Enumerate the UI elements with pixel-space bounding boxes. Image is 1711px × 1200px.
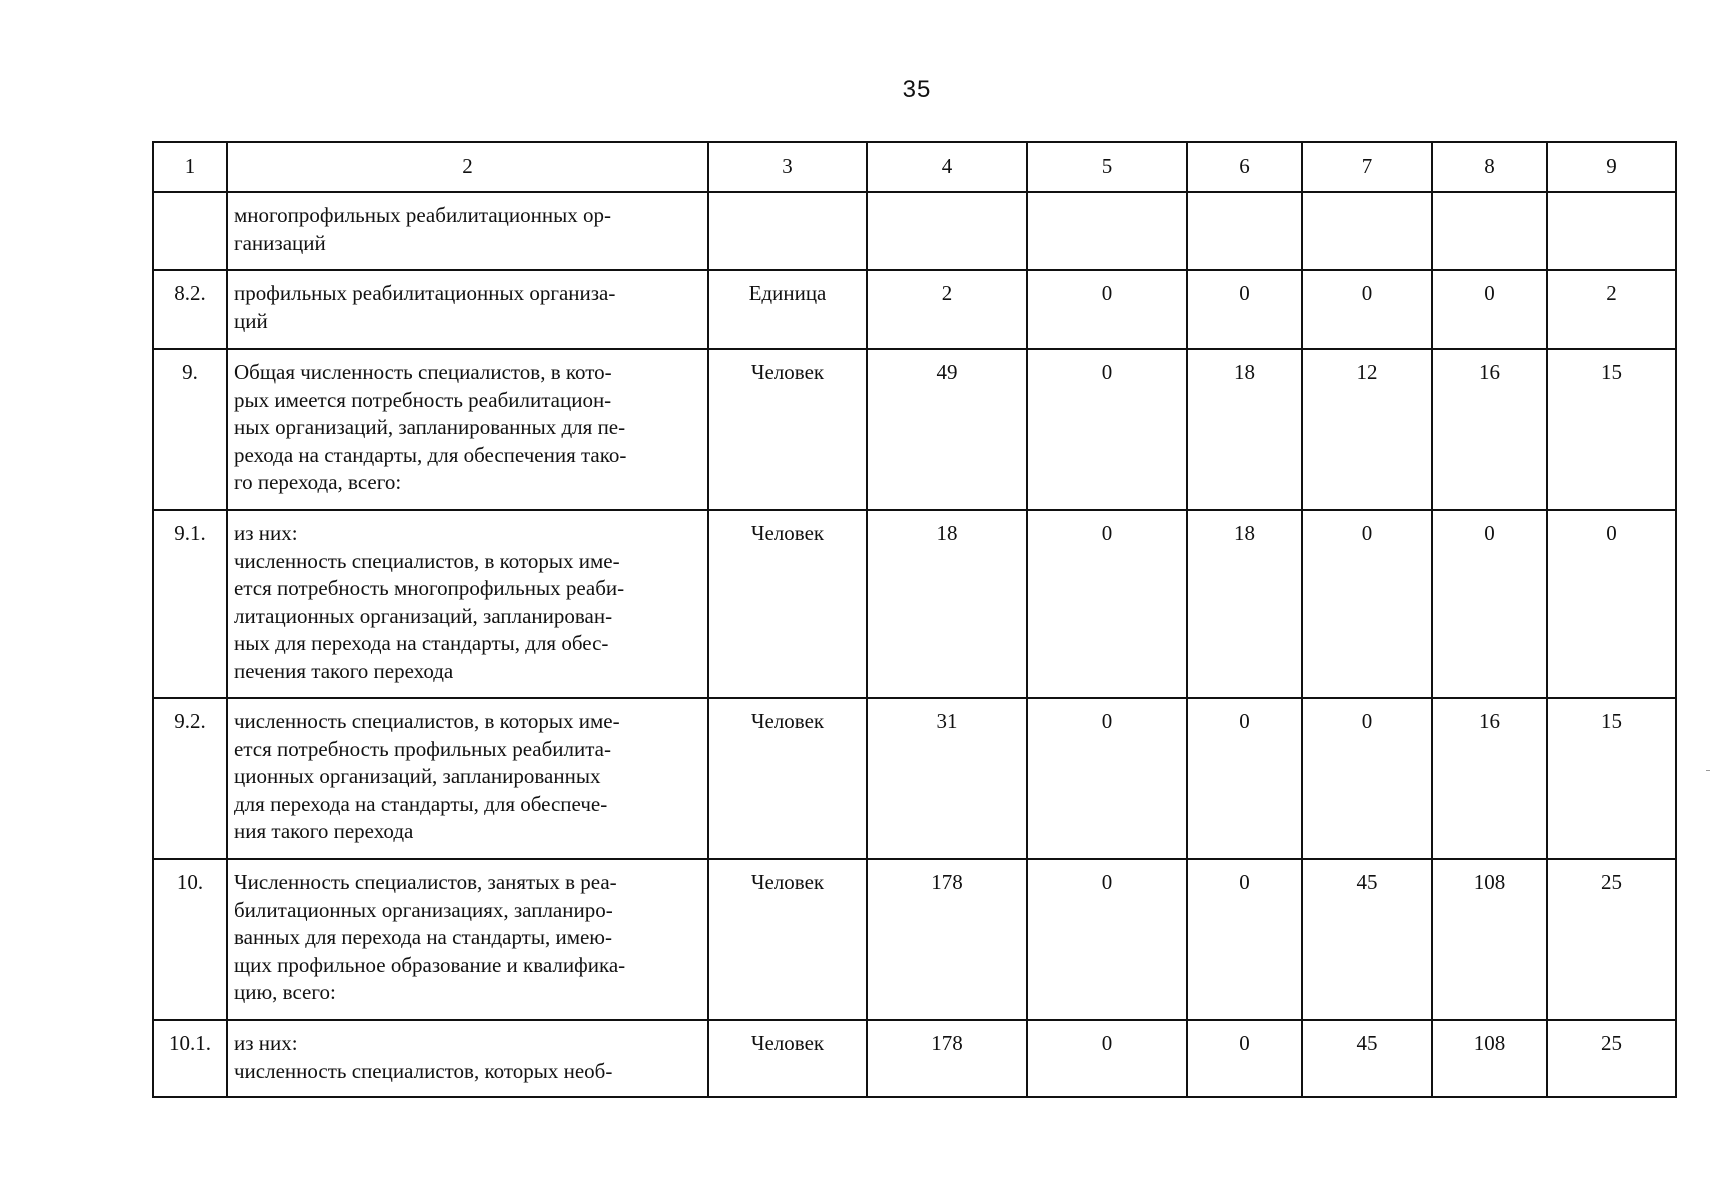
value-cell: 45 bbox=[1302, 859, 1432, 1020]
column-header: 1 bbox=[153, 142, 227, 192]
value-cell: 0 bbox=[1302, 270, 1432, 349]
value-cell: 0 bbox=[1432, 270, 1547, 349]
column-header: 7 bbox=[1302, 142, 1432, 192]
description-line: щих профильное образование и квалифика- bbox=[234, 952, 626, 977]
row-description bbox=[227, 698, 708, 859]
table-row bbox=[153, 510, 1676, 698]
value-cell: 12 bbox=[1302, 349, 1432, 510]
row-description bbox=[227, 1020, 708, 1097]
description-line: для перехода на стандарты, для обеспече- bbox=[234, 791, 608, 816]
row-unit: Человек bbox=[708, 859, 867, 1020]
table-row bbox=[153, 349, 1676, 510]
column-header: 6 bbox=[1187, 142, 1302, 192]
value-cell: 0 bbox=[1027, 349, 1187, 510]
row-unit: Единица bbox=[708, 270, 867, 349]
value-cell: 25 bbox=[1547, 1020, 1676, 1097]
description-line: ных для перехода на стандарты, для обес- bbox=[234, 631, 609, 655]
description-line: цию, всего: bbox=[234, 980, 336, 1004]
description-line: многопрофильных реабилитационных ор- bbox=[234, 203, 611, 227]
value-cell: 15 bbox=[1547, 349, 1676, 510]
description-line: рых имеется потребность реабилитацион- bbox=[234, 387, 612, 412]
table-row bbox=[153, 192, 1676, 270]
value-cell: 178 bbox=[867, 1020, 1027, 1097]
value-cell: 31 bbox=[867, 698, 1027, 859]
column-header: 4 bbox=[867, 142, 1027, 192]
value-cell: 0 bbox=[1302, 510, 1432, 698]
description-line: литационных организаций, запланирован- bbox=[234, 603, 613, 628]
description-line: ганизаций bbox=[234, 230, 326, 255]
row-unit: Человек bbox=[708, 510, 867, 698]
value-cell: 0 bbox=[1432, 510, 1547, 698]
column-header: 3 bbox=[708, 142, 867, 192]
row-number: 10. bbox=[153, 859, 227, 1020]
row-description bbox=[227, 349, 708, 510]
value-cell: 108 bbox=[1432, 1020, 1547, 1097]
value-cell: 0 bbox=[1187, 270, 1302, 349]
value-cell: 2 bbox=[1547, 270, 1676, 349]
column-header: 2 bbox=[227, 142, 708, 192]
description-line: го перехода, всего: bbox=[234, 470, 402, 494]
row-unit: Человек bbox=[708, 1020, 867, 1097]
column-header: 8 bbox=[1432, 142, 1547, 192]
value-cell: 0 bbox=[1027, 270, 1187, 349]
value-cell: 18 bbox=[1187, 349, 1302, 510]
description-line: численность специалистов, в которых име- bbox=[234, 548, 620, 573]
description-line: рехода на стандарты, для обеспечения тако- bbox=[234, 442, 627, 467]
value-cell: 0 bbox=[1187, 859, 1302, 1020]
row-unit: Человек bbox=[708, 698, 867, 859]
row-number: 8.2. bbox=[153, 270, 227, 349]
table-row bbox=[153, 270, 1676, 349]
row-unit: Человек bbox=[708, 349, 867, 510]
value-cell: 0 bbox=[1547, 510, 1676, 698]
description-line: Численность специалистов, занятых в реа- bbox=[234, 870, 617, 894]
value-cell: 0 bbox=[1187, 698, 1302, 859]
row-number: 9. bbox=[153, 349, 227, 510]
row-description bbox=[227, 270, 708, 349]
value-cell: 0 bbox=[1302, 698, 1432, 859]
row-number: 9.1. bbox=[153, 510, 227, 698]
value-cell: 18 bbox=[867, 510, 1027, 698]
row-description bbox=[227, 192, 708, 270]
description-line: печения такого перехода bbox=[234, 658, 454, 683]
page-number: 35 bbox=[902, 76, 932, 103]
description-line: из них: bbox=[234, 1031, 298, 1055]
value-cell bbox=[1027, 192, 1187, 270]
description-line: численность специалистов, в которых име- bbox=[234, 709, 620, 733]
value-cell: 2 bbox=[867, 270, 1027, 349]
column-header: 9 bbox=[1547, 142, 1676, 192]
value-cell: 0 bbox=[1187, 1020, 1302, 1097]
value-cell: 178 bbox=[867, 859, 1027, 1020]
description-line: билитационных организациях, запланиро- bbox=[234, 897, 613, 922]
description-line: ется потребность профильных реабилита- bbox=[234, 736, 611, 761]
value-cell bbox=[1187, 192, 1302, 270]
description-line: Общая численность специалистов, в кото- bbox=[234, 360, 612, 384]
table-row bbox=[153, 859, 1676, 1020]
value-cell: 0 bbox=[1027, 510, 1187, 698]
value-cell: 16 bbox=[1432, 349, 1547, 510]
column-header: 5 bbox=[1027, 142, 1187, 192]
value-cell bbox=[1432, 192, 1547, 270]
value-cell: 108 bbox=[1432, 859, 1547, 1020]
value-cell bbox=[1302, 192, 1432, 270]
value-cell: 16 bbox=[1432, 698, 1547, 859]
description-line: ванных для перехода на стандарты, имею- bbox=[234, 925, 612, 949]
table-row bbox=[153, 1020, 1676, 1097]
value-cell: 0 bbox=[1027, 698, 1187, 859]
scan-mark bbox=[1706, 770, 1710, 771]
value-cell bbox=[1547, 192, 1676, 270]
table-row bbox=[153, 698, 1676, 859]
value-cell: 0 bbox=[1027, 859, 1187, 1020]
description-line: профильных реабилитационных организа- bbox=[234, 281, 616, 305]
description-line: из них: bbox=[234, 521, 298, 545]
description-line: ется потребность многопрофильных реаби- bbox=[234, 576, 625, 600]
value-cell: 45 bbox=[1302, 1020, 1432, 1097]
data-table bbox=[152, 141, 1677, 1098]
value-cell: 18 bbox=[1187, 510, 1302, 698]
row-unit bbox=[708, 192, 867, 270]
row-number: 9.2. bbox=[153, 698, 227, 859]
description-line: ций bbox=[234, 308, 268, 333]
value-cell: 0 bbox=[1027, 1020, 1187, 1097]
row-description bbox=[227, 510, 708, 698]
row-number: 10.1. bbox=[153, 1020, 227, 1097]
description-line: численность специалистов, которых необ- bbox=[234, 1058, 613, 1083]
description-line: ных организаций, запланированных для пе- bbox=[234, 415, 626, 439]
value-cell: 49 bbox=[867, 349, 1027, 510]
value-cell: 25 bbox=[1547, 859, 1676, 1020]
row-number bbox=[153, 192, 227, 270]
table-header-row bbox=[153, 142, 1676, 192]
value-cell: 15 bbox=[1547, 698, 1676, 859]
value-cell bbox=[867, 192, 1027, 270]
description-line: ционных организаций, запланированных bbox=[234, 764, 601, 788]
row-description bbox=[227, 859, 708, 1020]
description-line: ния такого перехода bbox=[234, 819, 414, 843]
